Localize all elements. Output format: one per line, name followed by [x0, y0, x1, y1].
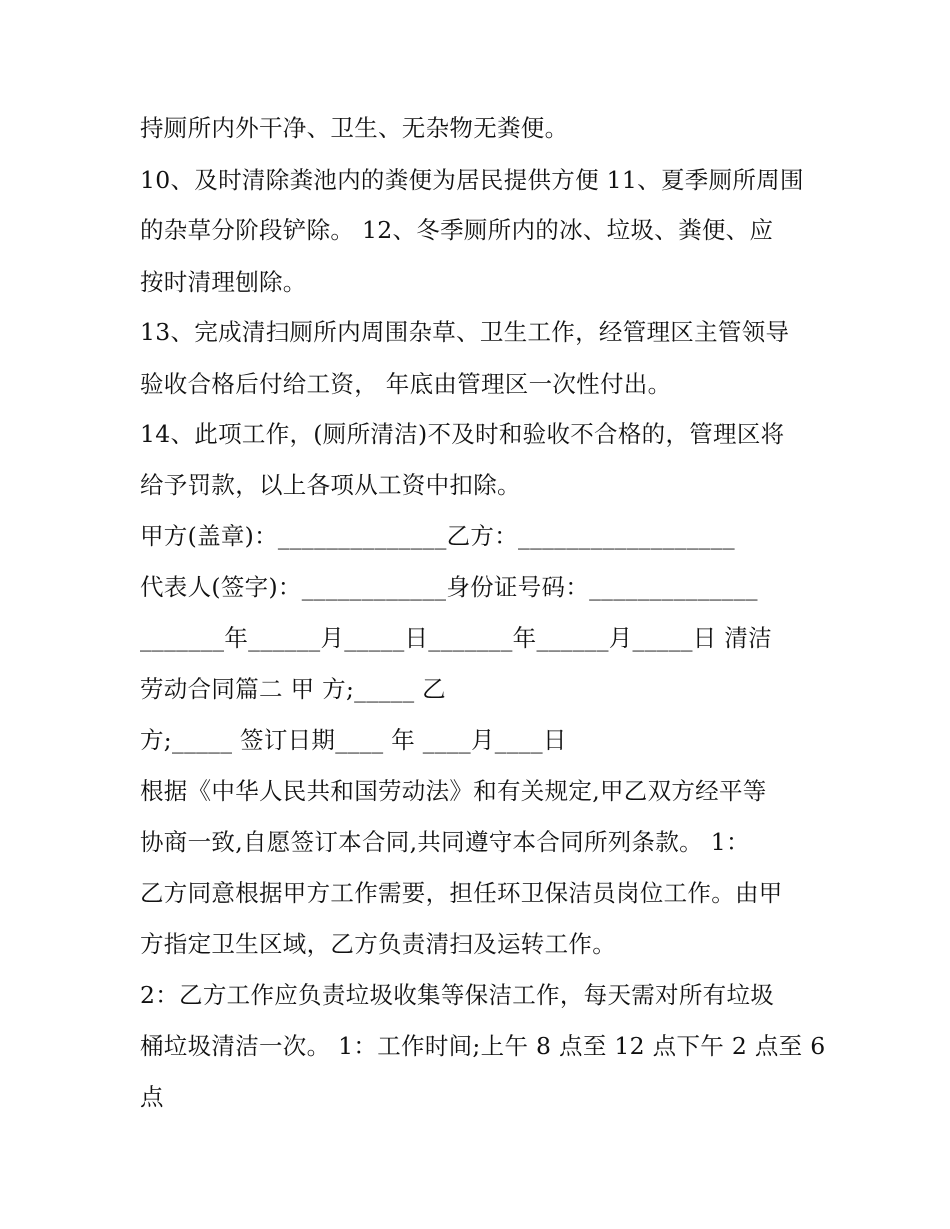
text-line: 的杂草分阶段铲除。 12、冬季厕所内的冰、垃圾、粪便、应: [140, 216, 774, 244]
text-line: 10、及时清除粪池内的粪便为居民提供方便 11、夏季厕所周围: [140, 166, 804, 194]
text-line: 14、此项工作，(厕所清洁)不及时和验收不合格的，管理区将: [140, 420, 785, 448]
text-line: 乙方同意根据甲方工作需要，担任环卫保洁员岗位工作。由甲: [140, 879, 783, 907]
text-line: 给予罚款，以上各项从工资中扣除。: [140, 471, 521, 499]
text-line: 桶垃圾清洁一次。 1：工作时间;上午 8 点至 12 点下午 2 点至 6: [140, 1032, 826, 1060]
text-line: 根据《中华人民共和国劳动法》和有关规定,甲乙双方经平等: [140, 777, 767, 805]
text-line: 持厕所内外干净、卫生、无杂物无粪便。: [140, 114, 569, 142]
text-line: 按时清理刨除。: [140, 268, 307, 296]
text-line: 方指定卫生区域，乙方负责清扫及运转工作。: [140, 930, 616, 958]
signature-line-party-a-b: 甲方(盖章)：______________乙方：__________________: [140, 522, 735, 550]
text-line: 点: [140, 1083, 164, 1111]
text-line: 劳动合同篇二 甲 方;_____ 乙: [140, 675, 446, 703]
date-line: _______年______月_____日_______年______月_____日 清洁: [140, 624, 772, 652]
text-line: 2：乙方工作应负责垃圾收集等保洁工作，每天需对所有垃圾: [140, 981, 775, 1009]
signature-line-representative: 代表人(签字)：____________身份证号码：______________: [140, 573, 758, 601]
text-line: 协商一致,自愿签订本合同,共同遵守本合同所列条款。 1：: [140, 828, 750, 856]
text-line: 方;_____ 签订日期____ 年 ____月____日: [140, 726, 567, 754]
text-line: 验收合格后付给工资， 年底由管理区一次性付出。: [140, 370, 672, 398]
text-line: 13、完成清扫厕所内周围杂草、卫生工作，经管理区主管领导: [140, 318, 790, 346]
